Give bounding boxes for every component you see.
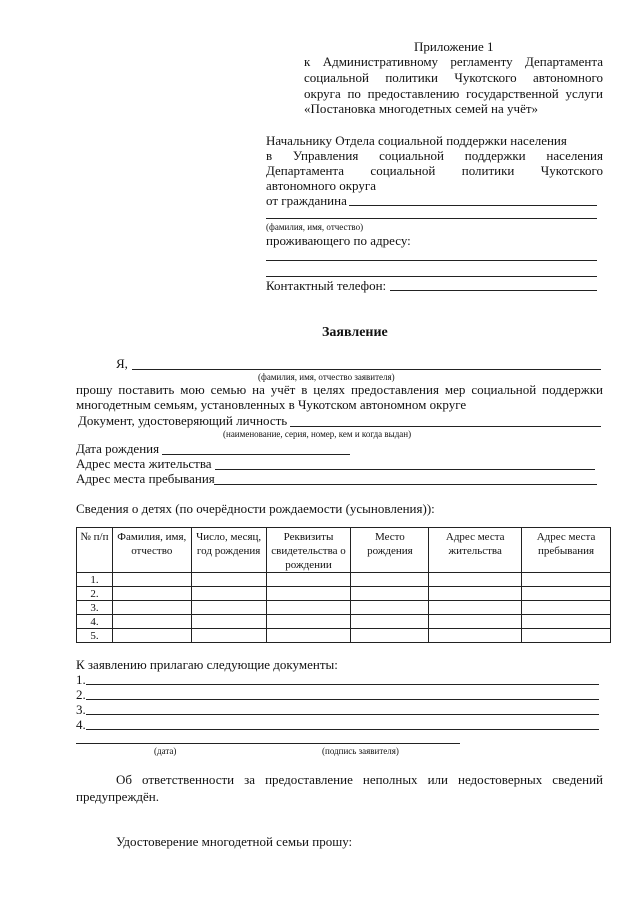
row-number: 4. (77, 615, 113, 629)
date-hint: (дата) (154, 746, 177, 756)
table-cell[interactable] (112, 573, 191, 587)
table-cell[interactable] (522, 629, 611, 643)
table-row (77, 587, 611, 601)
appendix-line-2: социальной политики Чукотского автономного (304, 70, 603, 85)
attachment-field-4[interactable] (86, 729, 599, 730)
table-cell[interactable] (429, 601, 522, 615)
from-citizen-label: от гражданина (266, 193, 347, 208)
table-cell[interactable] (351, 615, 429, 629)
request-line-1: прошу поставить мою семью на учёт в целях предоставления мер социальной поддержки (76, 382, 603, 397)
date-signature-field[interactable] (76, 743, 460, 744)
phone-field[interactable] (390, 290, 597, 291)
addressee-line-3: Департамента социальной политики Чукотского (266, 163, 603, 178)
residence-field[interactable] (215, 469, 595, 470)
col-number: № п/п (77, 528, 113, 573)
row-number: 2. (77, 587, 113, 601)
table-cell[interactable] (266, 573, 351, 587)
col-certificate: Реквизиты свидетельства о рождении (266, 528, 351, 573)
col-residence: Адрес места жительства (429, 528, 522, 573)
addressee-line-1: Начальнику Отдела социальной поддержки населения (266, 133, 567, 148)
birth-field[interactable] (162, 454, 350, 455)
table-row (77, 601, 611, 615)
col-birthdate: Число, месяц, год рождения (191, 528, 266, 573)
attachment-field-2[interactable] (86, 699, 599, 700)
table-cell[interactable] (191, 615, 266, 629)
table-cell[interactable] (191, 601, 266, 615)
children-heading: Сведения о детях (по очерёдности рождаемости (усыновления)): (76, 501, 435, 516)
table-row (77, 615, 611, 629)
appendix-line-4: «Постановка многодетных семей на учёт» (304, 101, 539, 116)
row-number: 5. (77, 629, 113, 643)
signature-hint: (подпись заявителя) (322, 746, 399, 756)
table-cell[interactable] (429, 615, 522, 629)
document-hint: (наименование, серия, номер, кем и когда выдан) (223, 429, 412, 439)
table-cell[interactable] (112, 587, 191, 601)
request-line-2: многодетным семьям, установленных в Чукотском автономном округе (76, 397, 467, 412)
from-citizen-field[interactable] (349, 205, 597, 206)
table-cell[interactable] (429, 573, 522, 587)
stay-label: Адрес места пребывания (76, 471, 215, 486)
children-table (76, 527, 611, 643)
ya-label: Я, (116, 356, 128, 371)
certificate-text: Удостоверение многодетной семьи прошу: (116, 834, 353, 849)
table-cell[interactable] (191, 629, 266, 643)
table-cell[interactable] (351, 601, 429, 615)
address-label: проживающего по адресу: (266, 233, 411, 248)
table-cell[interactable] (112, 629, 191, 643)
attachments-heading: К заявлению прилагаю следующие документы: (76, 657, 338, 672)
table-cell[interactable] (351, 573, 429, 587)
phone-label: Контактный телефон: (266, 278, 387, 293)
document-label: Документ, удостоверяющий личность (78, 413, 288, 428)
table-cell[interactable] (191, 587, 266, 601)
attachment-number-1: 1. (76, 672, 86, 687)
addressee-line-4: автономного округа (266, 178, 376, 193)
table-cell[interactable] (351, 587, 429, 601)
table-cell[interactable] (112, 615, 191, 629)
statement-title: Заявление (322, 325, 388, 340)
col-stay: Адрес места пребывания (522, 528, 611, 573)
table-row (77, 573, 611, 587)
col-fio: Фамилия, имя, отчество (112, 528, 191, 573)
table-cell[interactable] (429, 587, 522, 601)
attachment-field-3[interactable] (86, 714, 599, 715)
attachment-number-2: 2. (76, 687, 86, 702)
table-cell[interactable] (429, 629, 522, 643)
table-cell[interactable] (522, 615, 611, 629)
table-cell[interactable] (522, 601, 611, 615)
fio-hint: (фамилия, имя, отчество) (266, 222, 364, 232)
document-field[interactable] (290, 426, 601, 427)
children-table-header (77, 528, 611, 573)
attachment-number-4: 4. (76, 717, 86, 732)
warning-line-2: предупреждён. (76, 789, 159, 804)
table-cell[interactable] (266, 615, 351, 629)
addressee-line-2: в Управления социальной поддержки населения (266, 148, 603, 163)
table-cell[interactable] (522, 573, 611, 587)
table-cell[interactable] (266, 601, 351, 615)
attachment-field-1[interactable] (86, 684, 599, 685)
row-number: 1. (77, 573, 113, 587)
appendix-title: Приложение 1 (414, 39, 494, 54)
table-cell[interactable] (522, 587, 611, 601)
row-number: 3. (77, 601, 113, 615)
address-field-1[interactable] (266, 260, 597, 261)
table-cell[interactable] (351, 629, 429, 643)
appendix-line-1: к Административному регламенту Департамента (304, 54, 603, 69)
applicant-hint: (фамилия, имя, отчество заявителя) (258, 372, 395, 382)
applicant-name-field[interactable] (132, 369, 601, 370)
col-birthplace: Место рождения (351, 528, 429, 573)
table-cell[interactable] (266, 587, 351, 601)
table-row (77, 629, 611, 643)
appendix-line-3: округа по предоставлению государственной услуги (304, 86, 603, 101)
warning-line-1: Об ответственности за предоставление неполных или недостоверных сведений (116, 772, 603, 787)
from-citizen-field-2[interactable] (266, 218, 597, 219)
table-cell[interactable] (112, 601, 191, 615)
residence-label: Адрес места жительства (76, 456, 212, 471)
table-cell[interactable] (191, 573, 266, 587)
address-field-2[interactable] (266, 276, 597, 277)
birth-label: Дата рождения (76, 441, 160, 456)
stay-field[interactable] (214, 484, 597, 485)
attachment-number-3: 3. (76, 702, 86, 717)
table-cell[interactable] (266, 629, 351, 643)
